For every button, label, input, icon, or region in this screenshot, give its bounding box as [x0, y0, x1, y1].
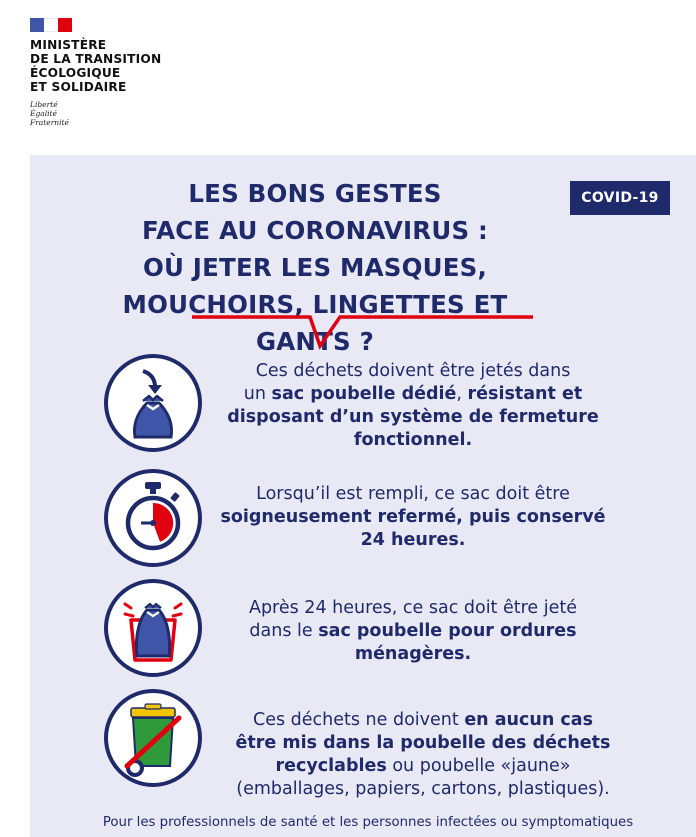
bold-span: ménagères. — [354, 644, 472, 664]
instruction-4-text — [208, 709, 638, 801]
instruction-line — [208, 383, 618, 406]
title-line: LES BONS GESTES — [188, 179, 442, 208]
ministry-name — [30, 38, 200, 94]
bold-span: en aucun cas — [464, 710, 593, 730]
bold-span: 24 heures. — [360, 530, 466, 550]
title-line: FACE AU CORONAVIRUS : — [141, 216, 489, 245]
bold-span: sac poubelle dédié — [271, 384, 457, 404]
republic-motto — [30, 100, 200, 127]
speech-bubble-underline — [190, 310, 535, 350]
text-span: Ces déchets doivent être jetés dans — [255, 361, 571, 381]
bold-span: résistant et — [467, 384, 583, 404]
footer-note: Pour les professionnels de santé et les personnes infectées ou symptomatiques — [102, 815, 634, 830]
bold-span: soigneusement refermé, puis conservé — [220, 507, 606, 527]
instruction-line — [208, 778, 638, 801]
bold-span: être mis dans la poubelle des déchets — [235, 733, 611, 753]
text-span: dans le — [249, 621, 319, 641]
text-span: Après 24 heures, ce sac doit être jeté — [248, 598, 578, 618]
text-span: ou poubelle «jaune» — [386, 756, 571, 776]
instruction-2-text — [208, 483, 618, 552]
instruction-line — [208, 732, 638, 755]
motto-line: Liberté — [30, 100, 58, 109]
instruction-line — [208, 597, 618, 620]
title-line: MOUCHOIRS, LINGETTES ET GANTS ? — [122, 290, 508, 356]
title-line: OÙ JETER LES MASQUES, — [142, 253, 488, 282]
motto-line: Fraternité — [30, 118, 69, 127]
instruction-line — [208, 620, 618, 643]
covid-badge: COVID-19 — [570, 181, 670, 215]
stopwatch-icon — [103, 468, 203, 568]
bold-span: fonctionnel. — [353, 430, 473, 450]
instruction-line — [208, 360, 618, 383]
ministry-line: MINISTÈRE — [30, 38, 107, 52]
instruction-line — [208, 506, 618, 529]
text-span: un — [243, 384, 272, 404]
motto-line: Égalité — [30, 109, 57, 118]
ministry-line: ÉCOLOGIQUE — [30, 66, 121, 80]
bold-span: recyclables — [275, 756, 387, 776]
instruction-line — [208, 643, 618, 666]
instruction-line — [208, 406, 618, 429]
french-flag-icon — [30, 18, 72, 32]
ministry-line: DE LA TRANSITION — [30, 52, 162, 66]
instruction-line — [208, 483, 618, 506]
ministry-logo — [30, 18, 200, 127]
text-span: , — [456, 384, 468, 404]
ministry-line: ET SOLIDAIRE — [30, 80, 127, 94]
bold-span: sac poubelle pour ordures — [318, 621, 577, 641]
instruction-line — [208, 709, 638, 732]
text-span: Ces déchets ne doivent — [253, 710, 465, 730]
recycling-bin-crossed-icon — [103, 688, 203, 788]
text-span: (emballages, papiers, cartons, plastiques). — [236, 779, 610, 799]
instruction-line — [208, 529, 618, 552]
text-span: Lorsqu’il est rempli, ce sac doit être — [256, 484, 570, 504]
instruction-line — [208, 429, 618, 452]
household-bag-icon — [103, 578, 203, 678]
instruction-line — [208, 755, 638, 778]
bold-span: disposant d’un système de fermeture — [227, 407, 599, 427]
trash-bag-icon — [103, 353, 203, 453]
instruction-3-text — [208, 597, 618, 666]
instruction-1-text — [208, 360, 618, 452]
